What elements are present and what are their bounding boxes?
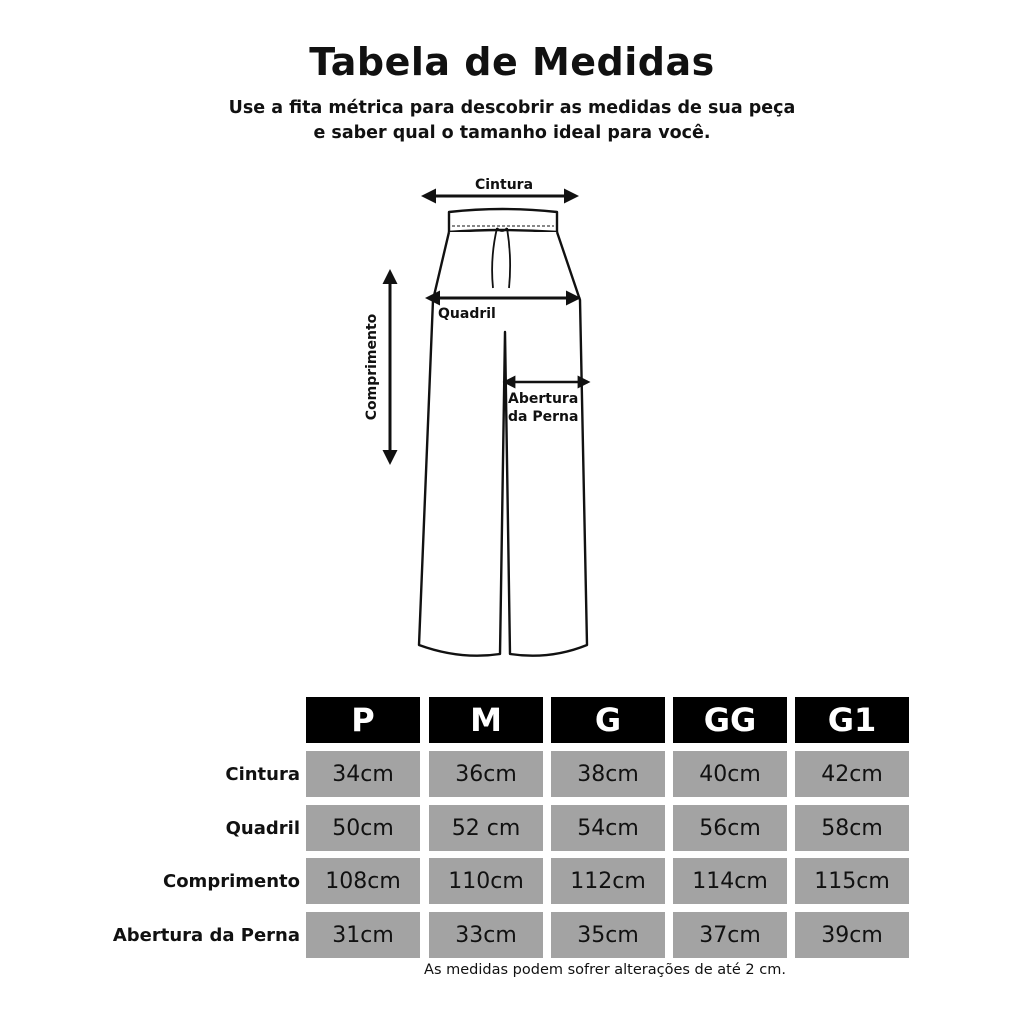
table-cell: 39cm	[795, 912, 909, 958]
page-title: Tabela de Medidas	[309, 40, 715, 84]
disclaimer-note: As medidas podem sofrer alterações de até 2 cm.	[424, 962, 786, 978]
table-cell: 50cm	[306, 805, 420, 851]
table-cell: 42cm	[795, 751, 909, 797]
subtitle-line-1: Use a fita métrica para descobrir as medidas de sua peça	[228, 98, 796, 118]
table-cell: 108cm	[306, 858, 420, 904]
size-header-g1: G1	[795, 697, 909, 743]
leg-opening-label-line-1: Abertura	[508, 391, 579, 407]
row-label-quadril: Quadril	[225, 817, 300, 839]
length-label: Comprimento	[364, 313, 380, 421]
table-cell: 112cm	[551, 858, 665, 904]
row-label-abertura-da-perna: Abertura da Perna	[112, 924, 300, 946]
table-cell: 37cm	[673, 912, 787, 958]
table-cell: 110cm	[429, 858, 543, 904]
table-cell: 52 cm	[429, 805, 543, 851]
size-header-gg: GG	[673, 697, 787, 743]
table-cell: 31cm	[306, 912, 420, 958]
pants-outline-icon	[419, 209, 587, 656]
row-label-comprimento: Comprimento	[162, 870, 300, 892]
leg-opening-label-line-2: da Perna	[508, 409, 579, 425]
size-header-m: M	[429, 697, 543, 743]
table-cell: 56cm	[673, 805, 787, 851]
table-cell: 38cm	[551, 751, 665, 797]
size-header-g: G	[551, 697, 665, 743]
table-cell: 114cm	[673, 858, 787, 904]
table-cell: 33cm	[429, 912, 543, 958]
table-cell: 34cm	[306, 751, 420, 797]
table-cell: 54cm	[551, 805, 665, 851]
size-header-p: P	[306, 697, 420, 743]
subtitle-line-2: e saber qual o tamanho ideal para você.	[313, 123, 711, 143]
table-cell: 40cm	[673, 751, 787, 797]
table-cell: 35cm	[551, 912, 665, 958]
table-cell: 36cm	[429, 751, 543, 797]
table-cell: 115cm	[795, 858, 909, 904]
waist-label: Cintura	[474, 177, 534, 193]
hip-label: Quadril	[438, 306, 496, 322]
row-label-cintura: Cintura	[225, 763, 300, 785]
table-cell: 58cm	[795, 805, 909, 851]
